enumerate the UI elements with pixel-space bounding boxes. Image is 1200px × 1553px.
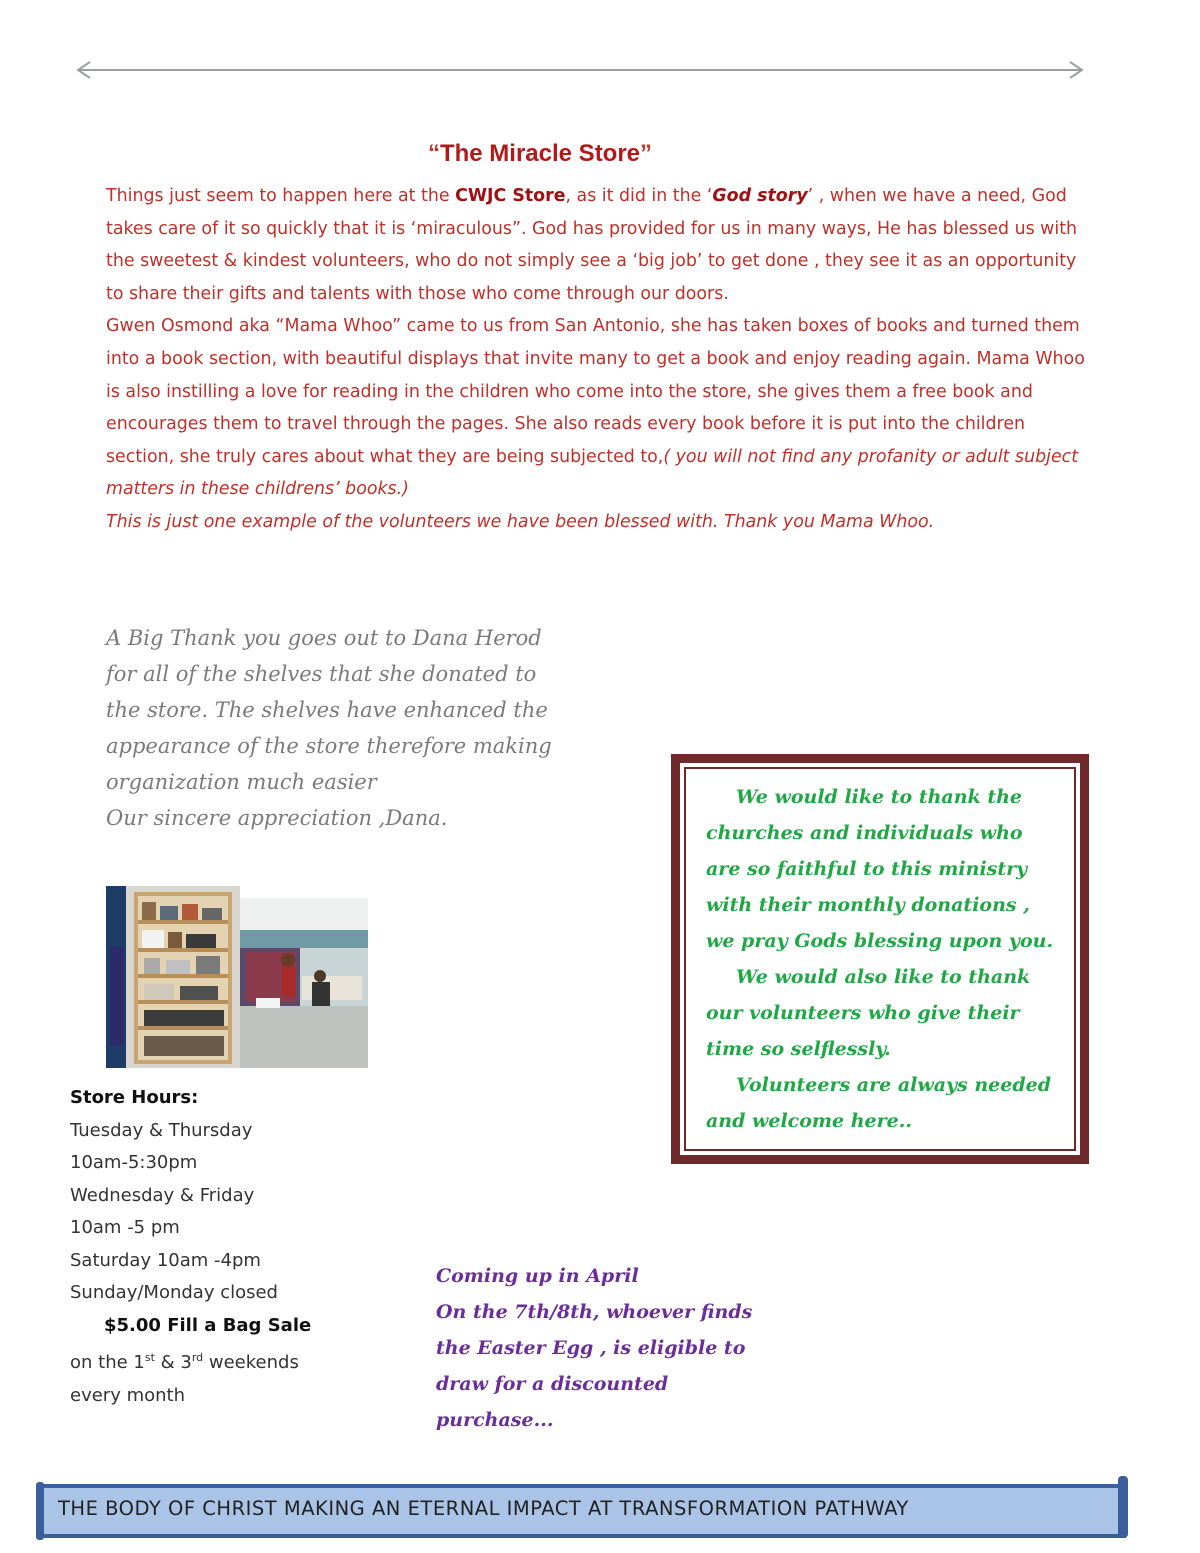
coming-line: the Easter Egg , is eligible to	[436, 1337, 746, 1359]
bag-sale: $5.00 Fill a Bag Sale	[104, 1314, 312, 1336]
hours-line: 10am-5:30pm	[70, 1152, 198, 1173]
hours-line: Saturday 10am -4pm	[70, 1249, 261, 1271]
footer-motto: THE BODY OF CHRIST MAKING AN ETERNAL IMPACT AT TRANSFORMATION PATHWAY	[58, 1497, 909, 1520]
coming-line: Coming up in April	[436, 1265, 639, 1287]
miracle-story	[106, 180, 1096, 539]
store-hours-heading: Store Hours:	[70, 1087, 199, 1108]
dana-line: A Big Thank you goes out to Dana Herod	[106, 626, 542, 650]
dana-line: appearance of the store therefore making	[106, 734, 552, 758]
thanks-line: our volunteers who give their	[706, 1002, 1020, 1024]
dana-line: Our sincere appreciation ,Dana.	[106, 806, 448, 830]
thank-you-text	[706, 779, 1066, 1139]
thanks-line: We would like to thank the	[736, 786, 1022, 808]
thanks-line: are so faithful to this ministry	[706, 858, 1028, 880]
coming-line: purchase...	[436, 1409, 554, 1431]
coming-up-april	[436, 1258, 776, 1438]
thanks-line: churches and individuals who	[706, 822, 1023, 844]
story-paragraph-1: Things just seem to happen here at the CWJC Store, as it did in the ‘God story’ , when we have a need, God takes care of it so quickly that it is ‘miraculous”. God has provided for us in many ways, He has blessed us with the sweetest & kindest volunteers, who do not simply see a ‘big job’ to get done , they see it as an opportunity to share their gifts and talents with those who come through our doors.	[106, 186, 1078, 304]
store-name: CWJC Store	[455, 186, 566, 206]
store-photo	[106, 886, 368, 1068]
coming-line: draw for a discounted	[436, 1373, 669, 1395]
story-paragraph-3: This is just one example of the volunteers we have been blessed with. Thank you Mama Whoo.	[106, 511, 935, 532]
thanks-line: time so selflessly.	[706, 1038, 891, 1060]
dana-line: for all of the shelves that she donated to	[106, 662, 537, 686]
dana-thank-you	[106, 620, 586, 836]
dana-line: the store. The shelves have enhanced the	[106, 698, 548, 722]
sale-weekends: on the 1st & 3rd weekends	[70, 1351, 299, 1373]
thanks-line: we pray Gods blessing upon you.	[706, 930, 1054, 952]
coming-line: On the 7th/8th, whoever finds	[436, 1301, 753, 1323]
thanks-line: and welcome here..	[706, 1110, 912, 1132]
god-story-phrase: God story	[712, 186, 808, 206]
sale-every-month: every month	[70, 1384, 185, 1406]
page-title: “The Miracle Store”	[427, 140, 653, 167]
hours-line: 10am -5 pm	[70, 1217, 180, 1238]
thank-you-frame	[671, 754, 1089, 1164]
store-hours	[70, 1082, 370, 1412]
story-paragraph-2: Gwen Osmond aka “Mama Whoo” came to us from San Antonio, she has taken boxes of books and turned them into a book section, with beautiful displays that invite many to get a book and enjoy reading again. Mama Whoo is also instilling a love for reading in the children who come into the store, she gives them a free book and encourages them to travel through the pages. She also reads every book before it is put into the children section, she truly cares about what they are being subjected to,( you will not find any profanity or adult subject matters in these childrens’ books.)	[106, 316, 1085, 500]
hours-line: Tuesday & Thursday	[70, 1119, 253, 1141]
dana-line: organization much easier	[106, 770, 377, 794]
hours-line: Sunday/Monday closed	[70, 1282, 278, 1303]
thanks-line: We would also like to thank	[736, 966, 1031, 988]
double-arrow-divider	[74, 58, 1086, 82]
hours-line: Wednesday & Friday	[70, 1184, 255, 1206]
thanks-line: Volunteers are always needed	[736, 1074, 1052, 1096]
thanks-line: with their monthly donations ,	[706, 894, 1030, 916]
